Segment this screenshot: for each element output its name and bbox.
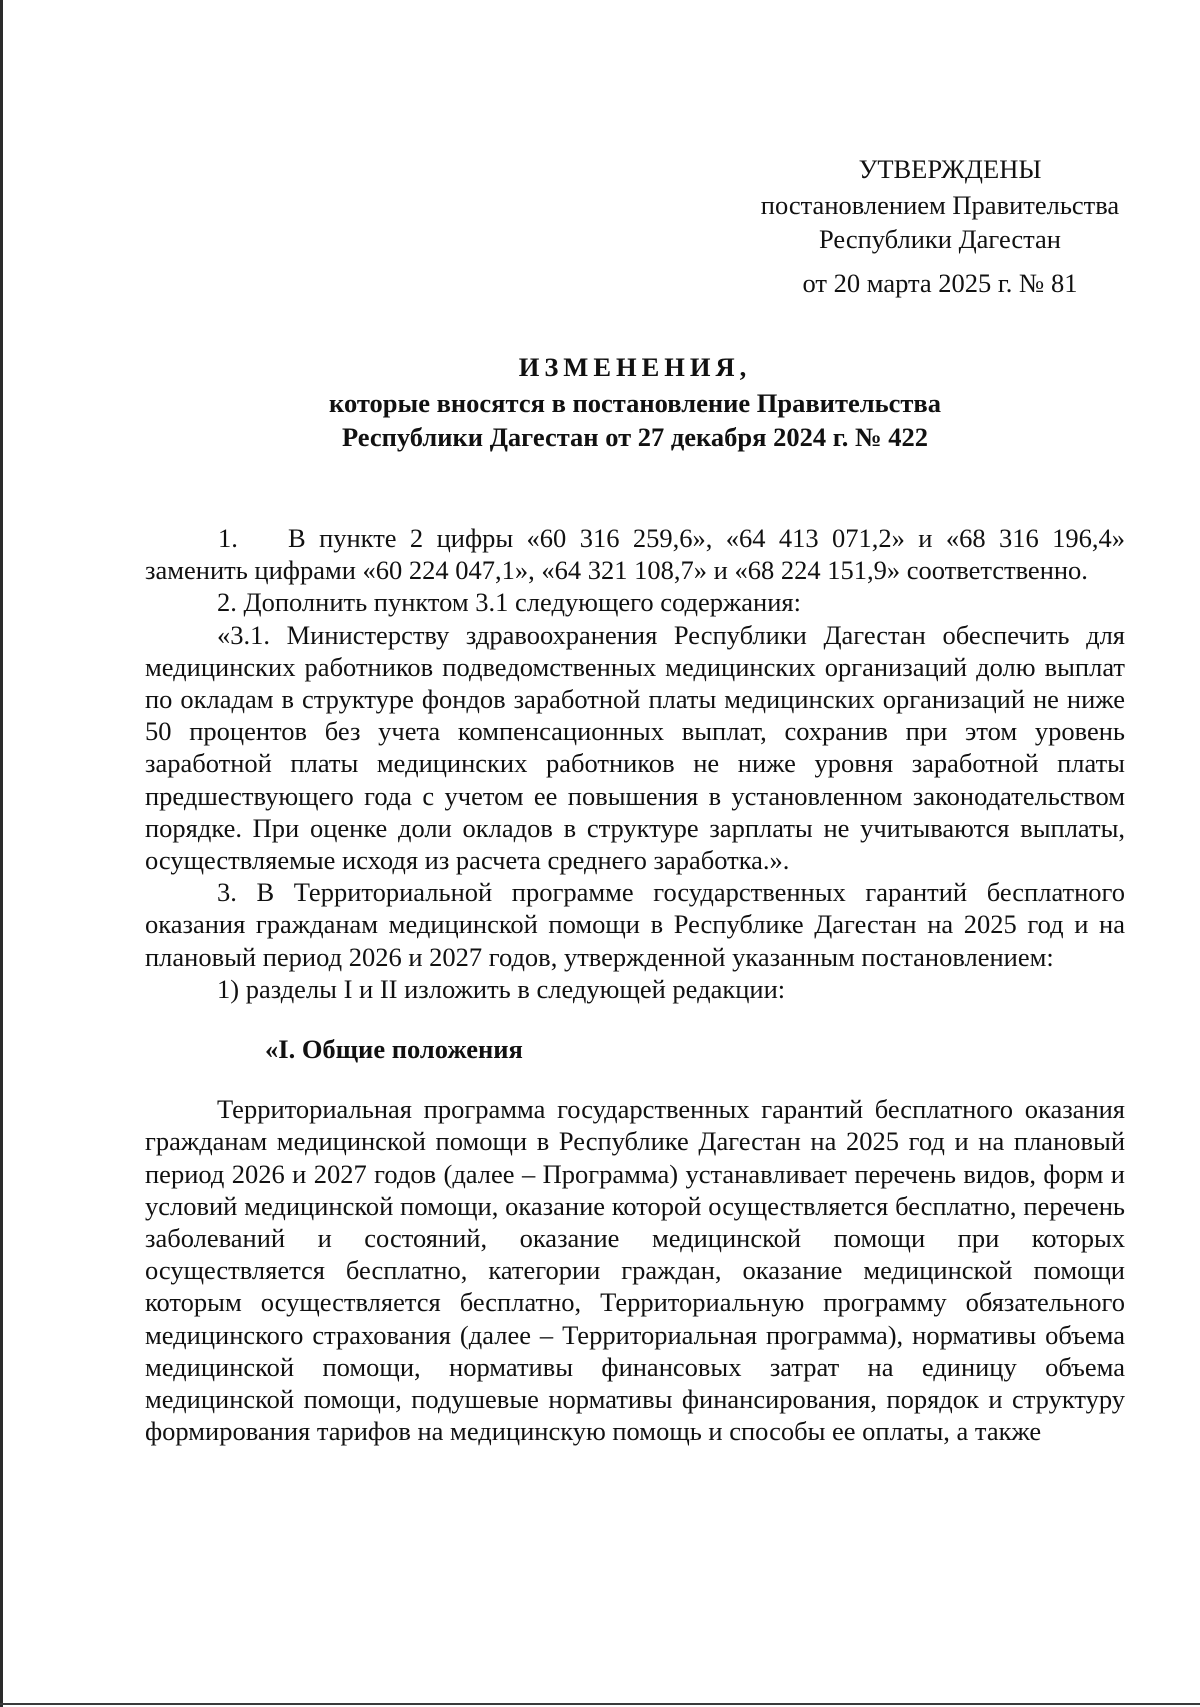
- approval-line-2: Республики Дагестан: [819, 224, 1061, 254]
- item-2-quote: «3.1. Министерству здравоохранения Республики Дагестан обеспечить для медицинских работников подведомственных медицинских организаций долю выплат по окладам в структуре фондов заработной платы медицинских организаций не ниже 50 процентов без учета компенсационных выплат, сохранив при этом уровень заработной платы медицинских работников не ниже уровня заработной платы предшествующего года с учетом ее повышения в установленном законодательством порядке. При оценке доли окладов в структуре зарплаты не учитываются выплаты, осуществляемые исходя из расчета среднего заработка.».: [145, 619, 1125, 876]
- document-body: [145, 522, 1125, 1447]
- approval-date: от 20 марта 2025 г. № 81: [802, 268, 1078, 298]
- document-heading: [145, 350, 1125, 454]
- item-1-text: В пункте 2 цифры «60 316 259,6», «64 413 071,2» и «68 316 196,4» заменить цифрами «60 224 047,1», «64 321 108,7» и «68 224 151,9» соответственно.: [145, 523, 1125, 586]
- approval-line-1: постановлением Правительства: [760, 190, 1120, 220]
- item-1: [145, 522, 1125, 586]
- item-3: 3. В Территориальной программе государственных гарантий бесплатного оказания гражданам медицинской помощи в Республике Дагестан на 2025 год и на плановый период 2026 и 2027 годов, утвержденной указанным постановлением:: [145, 877, 1125, 972]
- heading-subtitle-2: Республики Дагестан от 27 декабря 2024 г. № 422: [341, 422, 929, 452]
- section-paragraph-1: Территориальная программа государственных гарантий бесплатного оказания гражданам медицинской помощи в Республике Дагестан на 2025 год и на плановый период 2026 и 2027 годов (далее – Программа) устанавливает перечень видов, форм и условий медицинской помощи, оказание которой осуществляется бесплатно, перечень заболеваний и состояний, оказание медицинской помощи при которых осуществляется бесплатно, категории граждан, оказание медицинской помощи которым осуществляется бесплатно, Территориальную программу обязательного медицинского страхования (далее – Территориальная программа), нормативы объема медицинской помощи, нормативы финансовых затрат на единицу объема медицинской помощи, подушевые нормативы финансирования, порядок и структуру формирования тарифов на медицинскую помощь и способы ее оплаты, а также: [145, 1094, 1125, 1447]
- scan-edge-left: [0, 0, 3, 1707]
- item-2: 2. Дополнить пунктом 3.1 следующего содержания:: [217, 587, 801, 618]
- heading-subtitle-1: которые вносятся в постановление Правительства: [329, 388, 941, 418]
- approval-title: УТВЕРЖДЕНЫ: [858, 154, 1042, 184]
- item-1-number: 1.: [218, 523, 238, 553]
- scan-edge-bottom: [0, 1703, 1200, 1705]
- item-3-subitem-1: 1) разделы I и II изложить в следующей редакции:: [217, 973, 786, 1004]
- section-title: «I. Общие положения: [265, 1034, 523, 1065]
- heading-title: ИЗМЕНЕНИЯ,: [518, 352, 752, 382]
- approval-stamp: [700, 152, 1180, 300]
